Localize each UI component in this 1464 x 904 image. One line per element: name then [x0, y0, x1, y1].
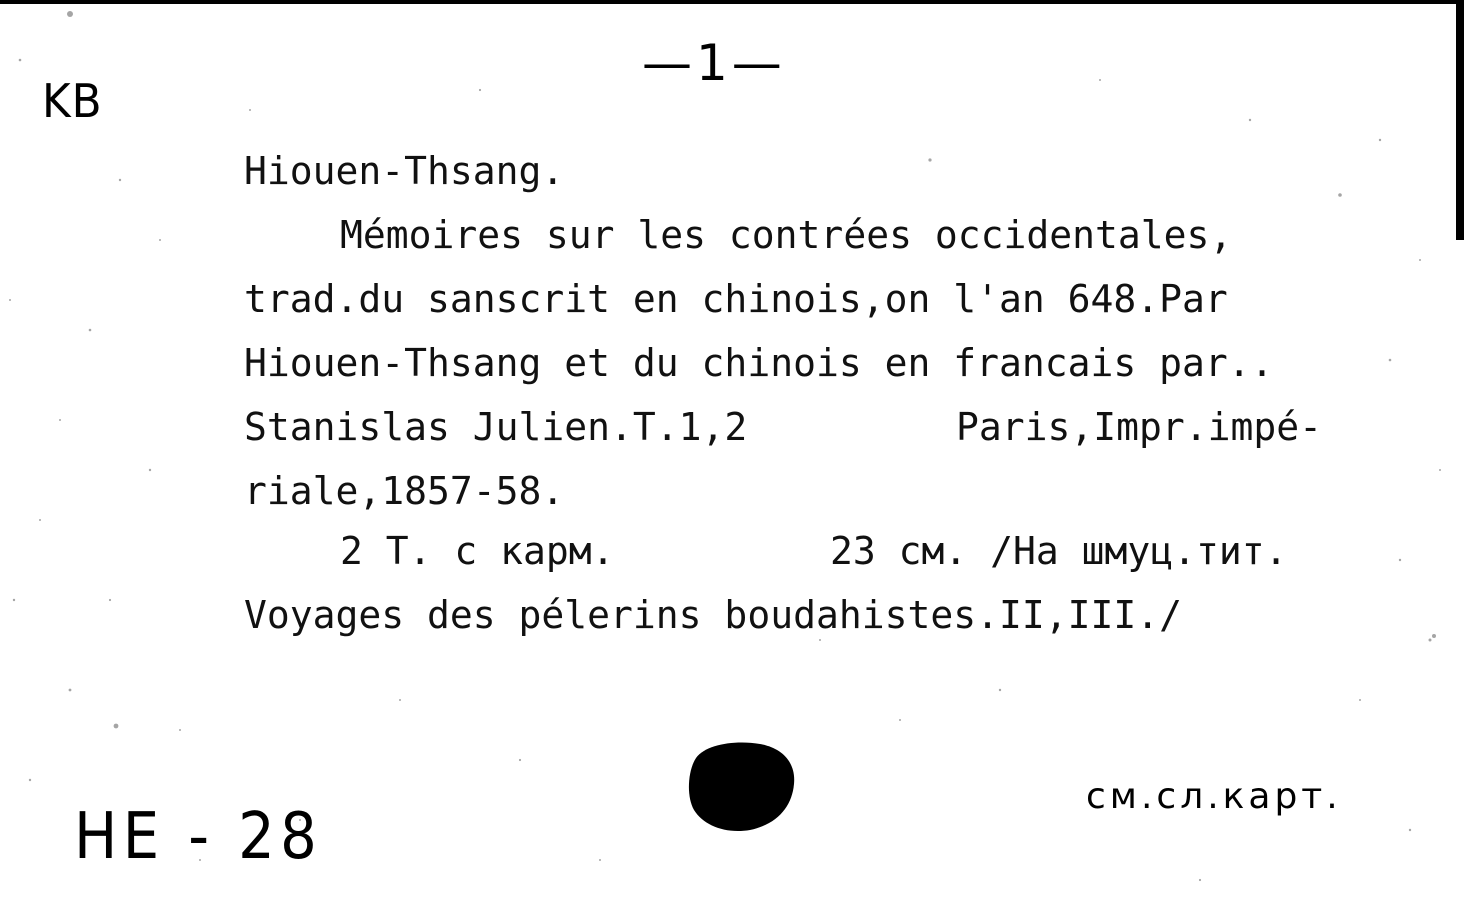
collection-mark: KB [42, 74, 103, 128]
series-line: Voyages des pélerins boudahistes.II,III./ [244, 593, 1182, 637]
author-heading: Hiouen-Thsang. [244, 149, 565, 193]
card-right-edge [1456, 0, 1464, 240]
title-line-2: trad.du sanscrit en chinois,on l'an 648.Par [244, 277, 1228, 321]
punch-hole [686, 740, 798, 832]
imprint-date-line: riale,1857-58. [244, 469, 565, 513]
page-number: —1— [642, 34, 786, 92]
size-note-line: 23 см. /На шмуц.тит. [830, 529, 1288, 573]
volumes-line: 2 T. с карм. [340, 529, 615, 573]
author-translator-line: Stanislas Julien.T.1,2 [244, 405, 748, 449]
title-line-1: Mémoires sur les contrées occidentales, [340, 213, 1233, 257]
title-line-3: Hiouen-Thsang et du chinois en francais par.. [244, 341, 1274, 385]
see-also-note: см.сл.карт. [1086, 776, 1342, 817]
shelf-mark: HE - 28 [74, 800, 323, 874]
imprint-line: Paris,Impr.impé- [956, 405, 1323, 449]
card-top-edge [0, 0, 1464, 4]
